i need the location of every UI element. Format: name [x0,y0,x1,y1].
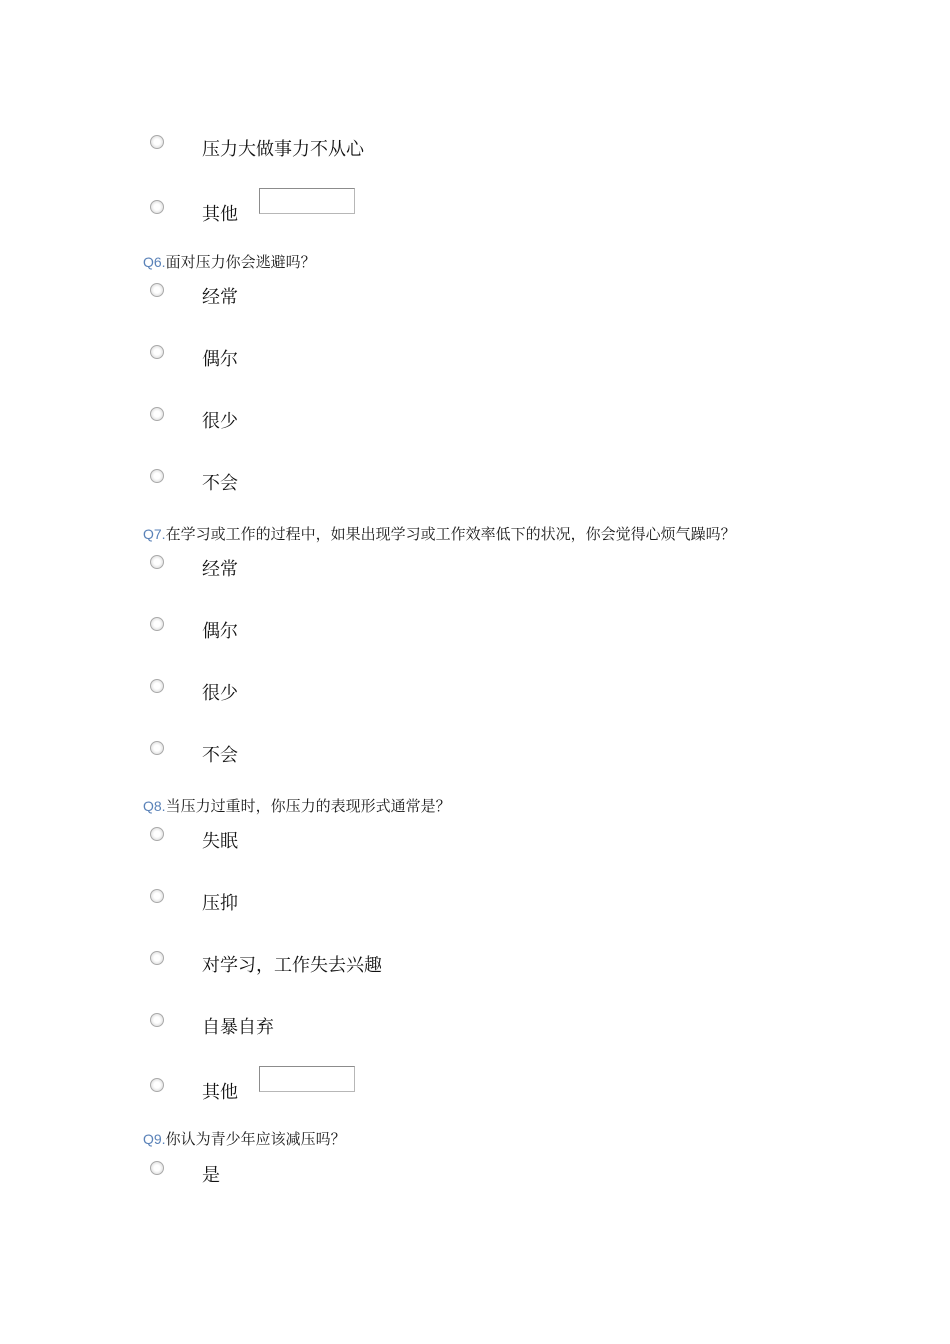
q9-option-1[interactable] [150,1161,650,1187]
radio-button-icon[interactable] [150,469,164,483]
q6-option-2[interactable] [150,345,650,371]
q6-option-4[interactable] [150,469,650,495]
question-number: Q8. [143,798,166,814]
option-label: 不会 [202,473,238,494]
question-title-q7 [143,524,736,544]
radio-button-icon[interactable] [150,407,164,421]
q8-option-4[interactable] [150,1013,650,1039]
option-label: 压力大做事力不从心 [202,139,364,160]
q5-other-input[interactable] [259,188,355,214]
option-label: 经常 [202,287,238,308]
question-title-q8 [143,796,451,816]
option-label: 是 [202,1165,220,1186]
option-label: 偶尔 [202,621,238,642]
option-label: 偶尔 [202,349,238,370]
q8-option-other[interactable] [150,1078,650,1104]
option-label: 自暴自弃 [202,1017,274,1038]
q6-option-1[interactable] [150,283,650,309]
radio-button-icon[interactable] [150,345,164,359]
radio-button-icon[interactable] [150,1013,164,1027]
radio-button-icon[interactable] [150,200,164,214]
radio-button-icon[interactable] [150,1161,164,1175]
radio-button-icon[interactable] [150,617,164,631]
question-number: Q6. [143,254,166,270]
q6-option-3[interactable] [150,407,650,433]
question-text: 在学习或工作的过程中，如果出现学习或工作效率低下的状况，你会觉得心烦气躁吗？ [165,525,736,543]
question-title-q6 [143,252,316,272]
radio-button-icon[interactable] [150,951,164,965]
radio-button-icon[interactable] [150,741,164,755]
option-label: 其他 [202,204,238,225]
question-text: 面对压力你会逃避吗？ [165,253,316,271]
option-label: 经常 [202,559,238,580]
radio-button-icon[interactable] [150,679,164,693]
radio-button-icon[interactable] [150,1078,164,1092]
q7-option-1[interactable] [150,555,650,581]
q8-other-input[interactable] [259,1066,355,1092]
option-label: 不会 [202,745,238,766]
question-number: Q7. [143,526,166,542]
q8-option-2[interactable] [150,889,650,915]
option-label: 其他 [202,1082,238,1103]
option-label: 压抑 [202,893,238,914]
q7-option-2[interactable] [150,617,650,643]
question-text: 当压力过重时，你压力的表现形式通常是？ [165,797,451,815]
radio-button-icon[interactable] [150,283,164,297]
radio-button-icon[interactable] [150,135,164,149]
question-number: Q9. [143,1131,166,1147]
option-label: 对学习，工作失去兴趣 [202,955,382,976]
q8-option-1[interactable] [150,827,650,853]
radio-button-icon[interactable] [150,889,164,903]
q8-option-3[interactable] [150,951,650,977]
q5-option-1[interactable] [150,135,650,161]
radio-button-icon[interactable] [150,555,164,569]
option-label: 很少 [202,411,238,432]
q7-option-4[interactable] [150,741,650,767]
question-title-q9 [143,1129,346,1149]
option-label: 很少 [202,683,238,704]
radio-button-icon[interactable] [150,827,164,841]
q5-option-other[interactable] [150,200,650,226]
q7-option-3[interactable] [150,679,650,705]
question-text: 你认为青少年应该减压吗？ [165,1130,346,1148]
option-label: 失眠 [202,831,238,852]
